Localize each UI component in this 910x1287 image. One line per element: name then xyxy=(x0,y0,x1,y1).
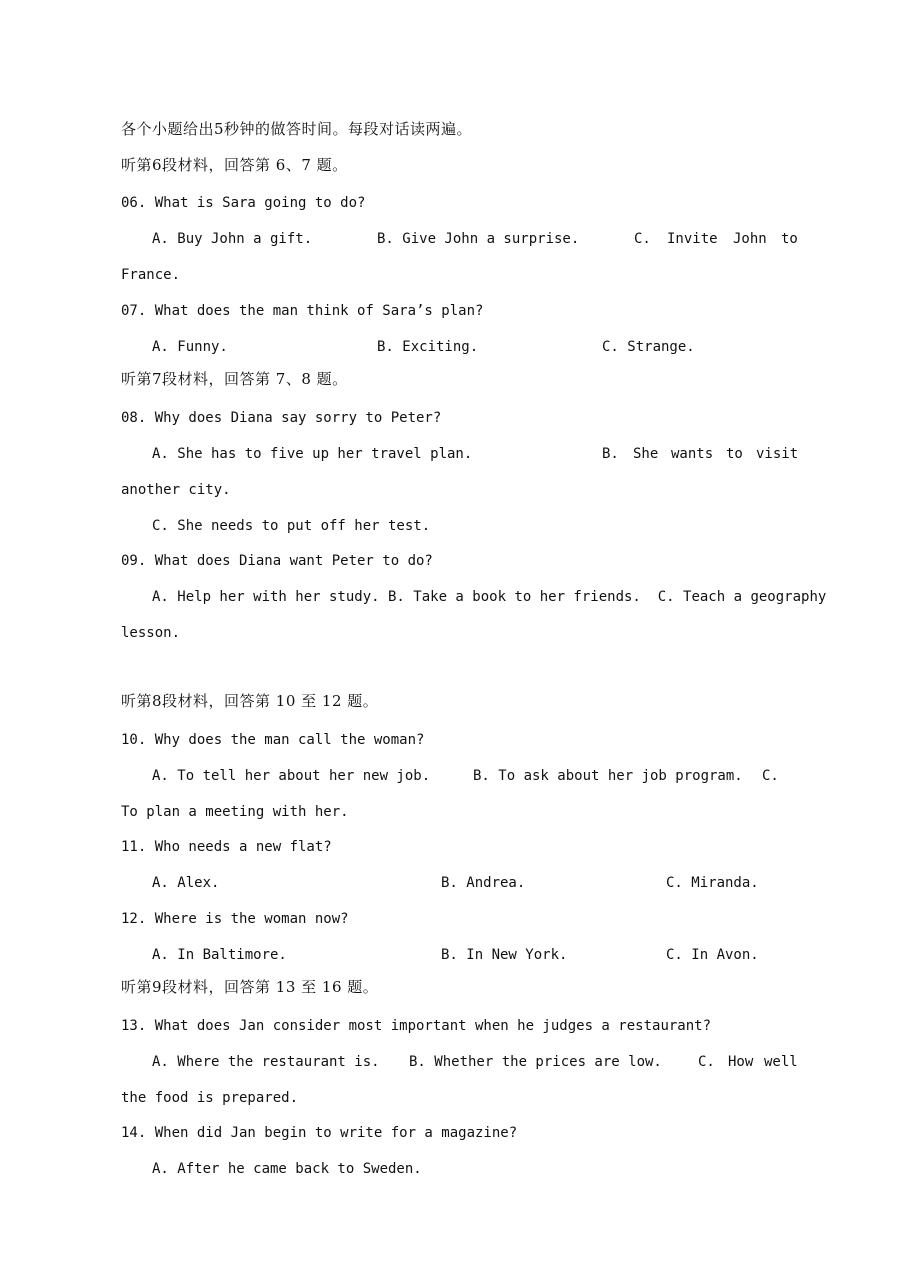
option-09-c-continued: lesson. xyxy=(121,625,181,641)
option-08-a: A. She has to five up her travel plan. xyxy=(152,446,473,462)
question-11: 11. Who needs a new flat? xyxy=(121,839,332,855)
section-heading-7: 听第7段材料，回答第 7、8 题。 xyxy=(121,370,348,388)
option-07-a: A. Funny. xyxy=(152,339,228,355)
option-06-c-word1: Invite xyxy=(667,231,718,247)
option-10-a: A. To tell her about her new job. xyxy=(152,768,431,784)
option-06-c-word2: John xyxy=(733,231,767,247)
option-13-c-word2: well xyxy=(764,1054,798,1070)
question-14: 14. When did Jan begin to write for a magazine? xyxy=(121,1125,518,1141)
option-08-b-continued: another city. xyxy=(121,482,231,498)
option-12-a: A. In Baltimore. xyxy=(152,947,287,963)
option-08-b-word4: visit xyxy=(756,446,799,462)
option-06-c-word3: to xyxy=(781,231,798,247)
question-13: 13. What does Jan consider most important when he judges a restaurant? xyxy=(121,1018,712,1034)
instructions-text: 各个小题给出5秒钟的做答时间。每段对话读两遍。 xyxy=(121,120,473,138)
question-10: 10. Why does the man call the woman? xyxy=(121,732,425,748)
option-11-c: C. Miranda. xyxy=(666,875,759,891)
option-08-b-word2: wants xyxy=(671,446,714,462)
section-heading-6: 听第6段材料，回答第 6、7 题。 xyxy=(121,156,348,174)
option-08-b-word1: She xyxy=(633,446,659,462)
option-10-b: B. To ask about her job program. xyxy=(473,768,743,784)
option-14-a: A. After he came back to Sweden. xyxy=(152,1161,422,1177)
option-06-c-letter: C. xyxy=(634,231,651,247)
question-06: 06. What is Sara going to do? xyxy=(121,195,366,211)
option-06-a: A. Buy John a gift. xyxy=(152,231,313,247)
option-08-b-letter: B. xyxy=(602,446,619,462)
option-10-c-continued: To plan a meeting with her. xyxy=(121,804,349,820)
option-07-b: B. Exciting. xyxy=(377,339,479,355)
option-06-c-continued: France. xyxy=(121,267,181,283)
option-07-c: C. Strange. xyxy=(602,339,695,355)
option-13-a: A. Where the restaurant is. xyxy=(152,1054,380,1070)
section-heading-9: 听第9段材料，回答第 13 至 16 题。 xyxy=(121,978,379,996)
option-10-c-letter: C. xyxy=(762,768,779,784)
question-07: 07. What does the man think of Sara’s plan? xyxy=(121,303,484,319)
question-09: 09. What does Diana want Peter to do? xyxy=(121,553,433,569)
option-12-c: C. In Avon. xyxy=(666,947,759,963)
option-08-b-word3: to xyxy=(726,446,743,462)
section-heading-8: 听第8段材料，回答第 10 至 12 题。 xyxy=(121,692,379,710)
option-08-c: C. She needs to put off her test. xyxy=(152,518,431,534)
option-11-a: A. Alex. xyxy=(152,875,220,891)
option-06-b: B. Give John a surprise. xyxy=(377,231,580,247)
option-13-c-word1: How xyxy=(728,1054,754,1070)
option-13-c-continued: the food is prepared. xyxy=(121,1090,299,1106)
options-09: A. Help her with her study. B. Take a book to her friends. C. Teach a geography xyxy=(152,589,827,605)
option-13-c-letter: C. xyxy=(698,1054,715,1070)
option-13-b: B. Whether the prices are low. xyxy=(409,1054,662,1070)
option-12-b: B. In New York. xyxy=(441,947,568,963)
question-12: 12. Where is the woman now? xyxy=(121,911,349,927)
question-08: 08. Why does Diana say sorry to Peter? xyxy=(121,410,442,426)
option-11-b: B. Andrea. xyxy=(441,875,526,891)
